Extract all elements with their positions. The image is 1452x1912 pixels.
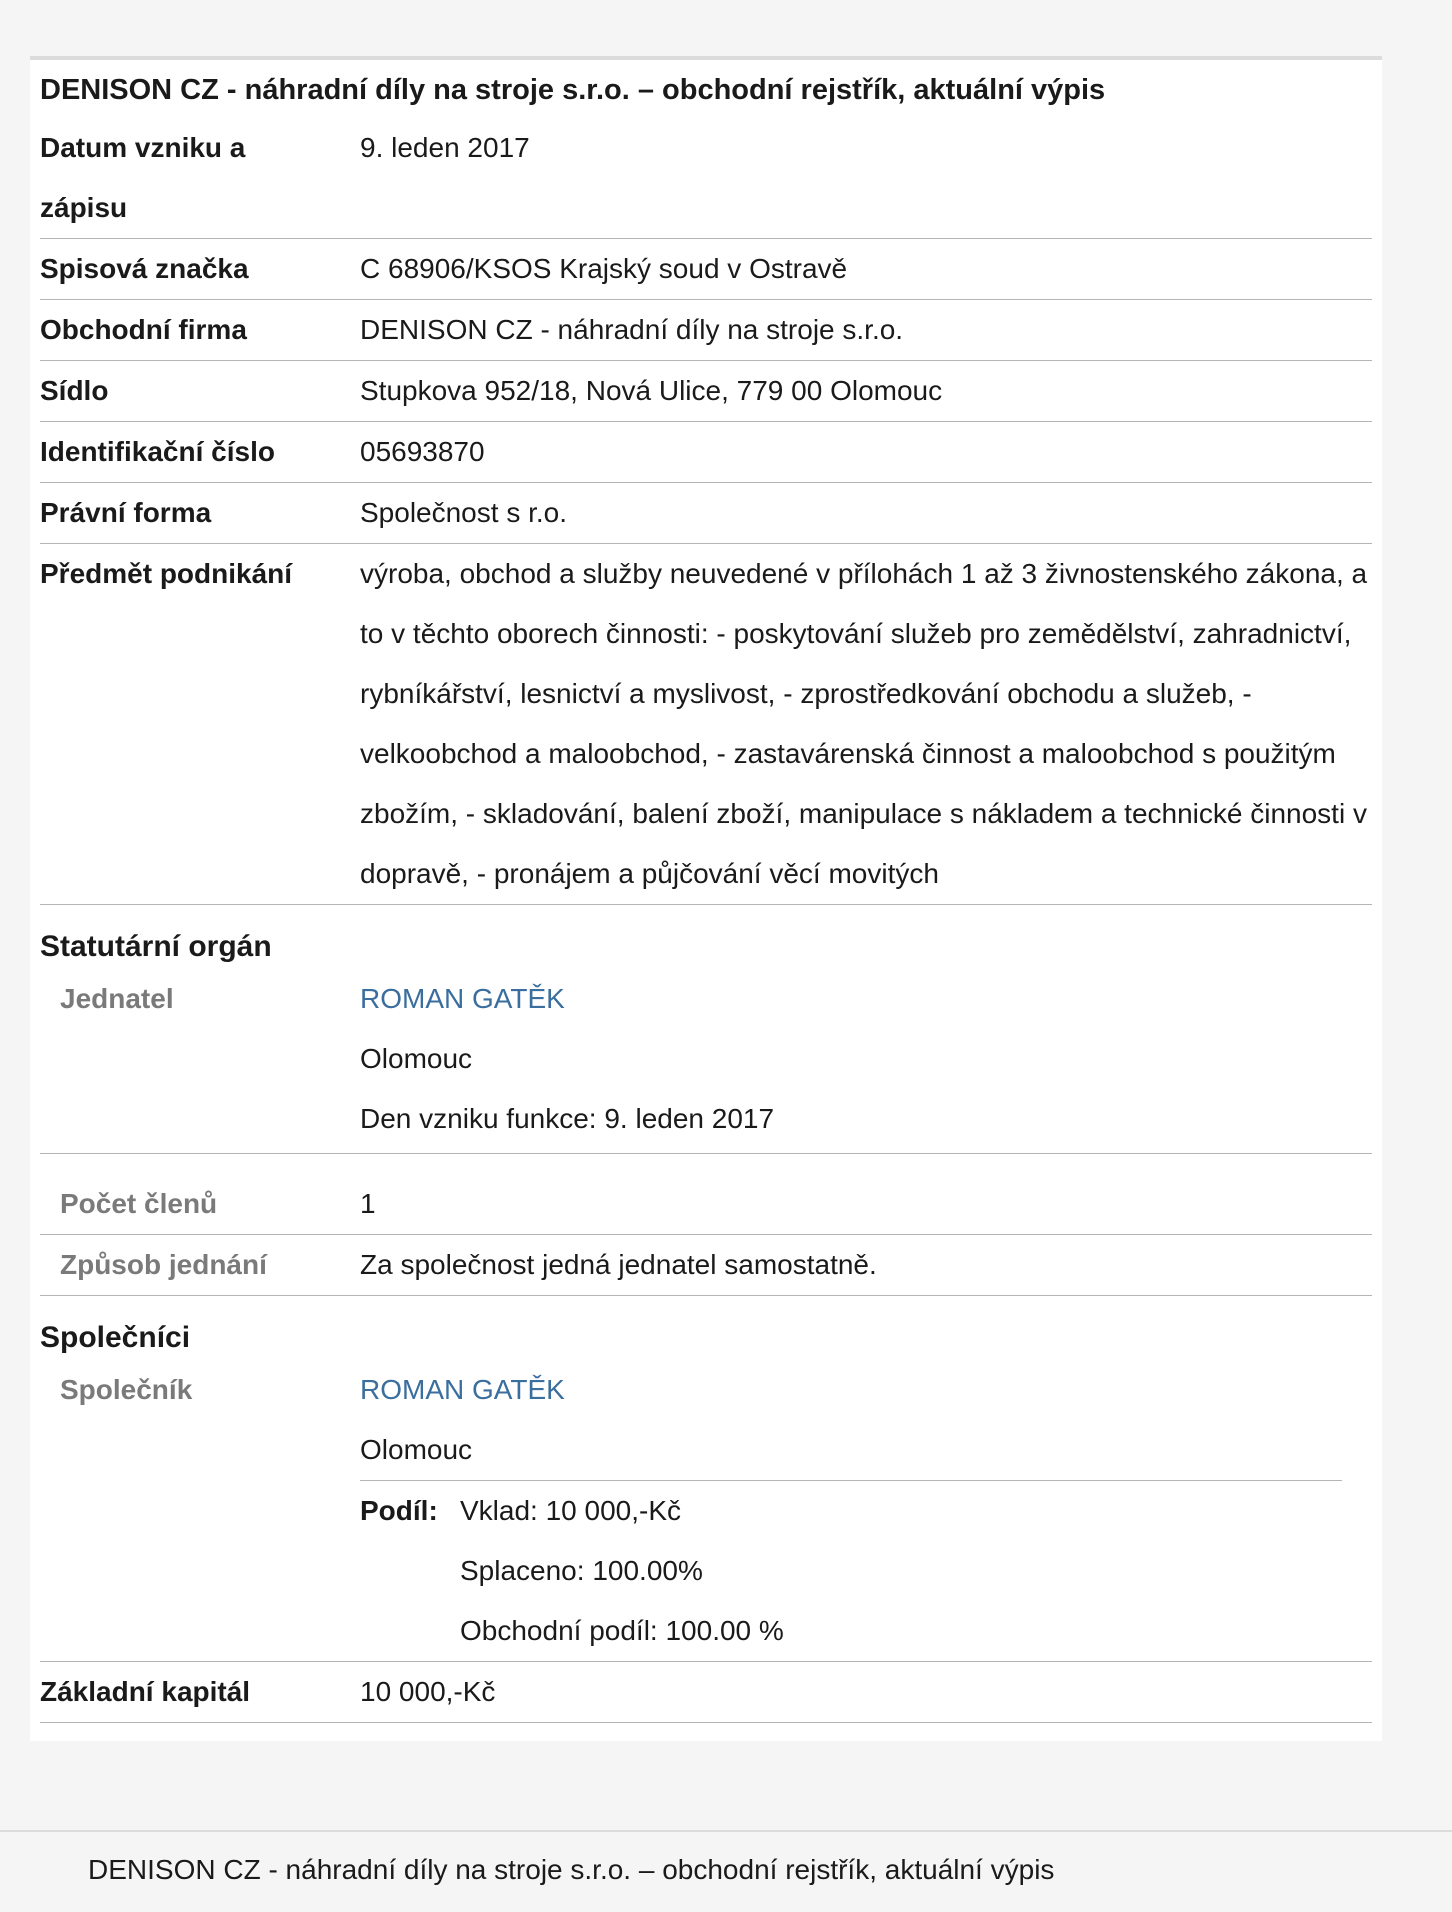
executive-function-start: Den vzniku funkce: 9. leden 2017 xyxy=(360,1103,775,1134)
row-value: C 68906/KSOS Krajský soud v Ostravě xyxy=(360,253,848,284)
statutory-executive-row xyxy=(40,969,1372,1154)
share-values xyxy=(460,1481,784,1661)
members-label: Počet členů xyxy=(60,1188,218,1219)
partner-row xyxy=(40,1360,1372,1662)
info-row-id-number xyxy=(40,422,1372,483)
executive-name-link[interactable]: ROMAN GATĚK xyxy=(360,983,565,1014)
executive-label: Jednatel xyxy=(60,983,174,1014)
statutory-heading: Statutární orgán xyxy=(40,930,272,963)
row-value: Stupkova 952/18, Nová Ulice, 779 00 Olomouc xyxy=(360,375,943,406)
footer-text: DENISON CZ - náhradní díly na stroje s.r.o. – obchodní rejstřík, aktuální výpis xyxy=(88,1854,1055,1885)
row-value: výroba, obchod a služby neuvedené v přílohách 1 až 3 živnostenského zákona, a to v těchto oborech činnosti: - poskytování služeb pro zemědělství, zahradnictví, rybníkářství, lesnictví a myslivost, - zprostředkování obchodu a služeb, - velkoobchod a maloobchod, - zastavárenská činnost a maloobchod s použitým zbožím, - skladování, balení zboží, manipulace s nákladem a technické činnosti v dopravě, - pronájem a půjčování věcí movitých xyxy=(360,558,1368,889)
info-row-business-activity xyxy=(40,544,1372,905)
capital-value: 10 000,-Kč xyxy=(360,1676,496,1707)
acting-label: Způsob jednání xyxy=(60,1249,267,1280)
row-value: 05693870 xyxy=(360,436,485,467)
row-label: Sídlo xyxy=(40,375,109,406)
acting-value: Za společnost jedná jednatel samostatně. xyxy=(360,1249,877,1280)
executive-city: Olomouc xyxy=(360,1043,473,1074)
share-business-share: Obchodní podíl: 100.00 % xyxy=(460,1615,784,1646)
share-paid: Splaceno: 100.00% xyxy=(460,1555,703,1586)
capital-label: Základní kapitál xyxy=(40,1676,251,1707)
partner-label: Společník xyxy=(60,1374,193,1405)
partner-name-link[interactable]: ROMAN GATĚK xyxy=(360,1374,565,1405)
page-title: DENISON CZ - náhradní díly na stroje s.r.o. – obchodní rejstřík, aktuální výpis xyxy=(40,74,1106,106)
footer-bar xyxy=(0,1830,1452,1912)
row-label: Identifikační číslo xyxy=(40,436,275,467)
info-row-company-name xyxy=(40,300,1372,361)
row-label: Obchodní firma xyxy=(40,314,247,345)
partner-city: Olomouc xyxy=(360,1434,473,1465)
partners-heading: Společníci xyxy=(40,1321,191,1354)
info-row-file-number xyxy=(40,239,1372,300)
info-row-founding xyxy=(40,118,1372,239)
row-value: 9. leden 2017 xyxy=(360,132,530,163)
share-label: Podíl: xyxy=(360,1495,438,1526)
share-deposit: Vklad: 10 000,-Kč xyxy=(460,1495,682,1526)
members-value: 1 xyxy=(360,1188,376,1219)
row-label: Datum vzniku a zápisu xyxy=(40,132,246,223)
partner-details xyxy=(360,1360,1372,1661)
row-value: Společnost s r.o. xyxy=(360,497,568,528)
row-label: Právní forma xyxy=(40,497,212,528)
capital-row xyxy=(40,1662,1372,1723)
info-row-legal-form xyxy=(40,483,1372,544)
executive-details xyxy=(360,969,1372,1149)
row-label: Předmět podnikání xyxy=(40,558,293,589)
statutory-acting-row xyxy=(40,1235,1372,1296)
registry-card xyxy=(30,56,1382,1741)
row-label: Spisová značka xyxy=(40,253,249,284)
row-value: DENISON CZ - náhradní díly na stroje s.r.o. xyxy=(360,314,904,345)
info-row-address xyxy=(40,361,1372,422)
partner-share xyxy=(360,1480,1342,1661)
statutory-members-row xyxy=(40,1174,1372,1235)
